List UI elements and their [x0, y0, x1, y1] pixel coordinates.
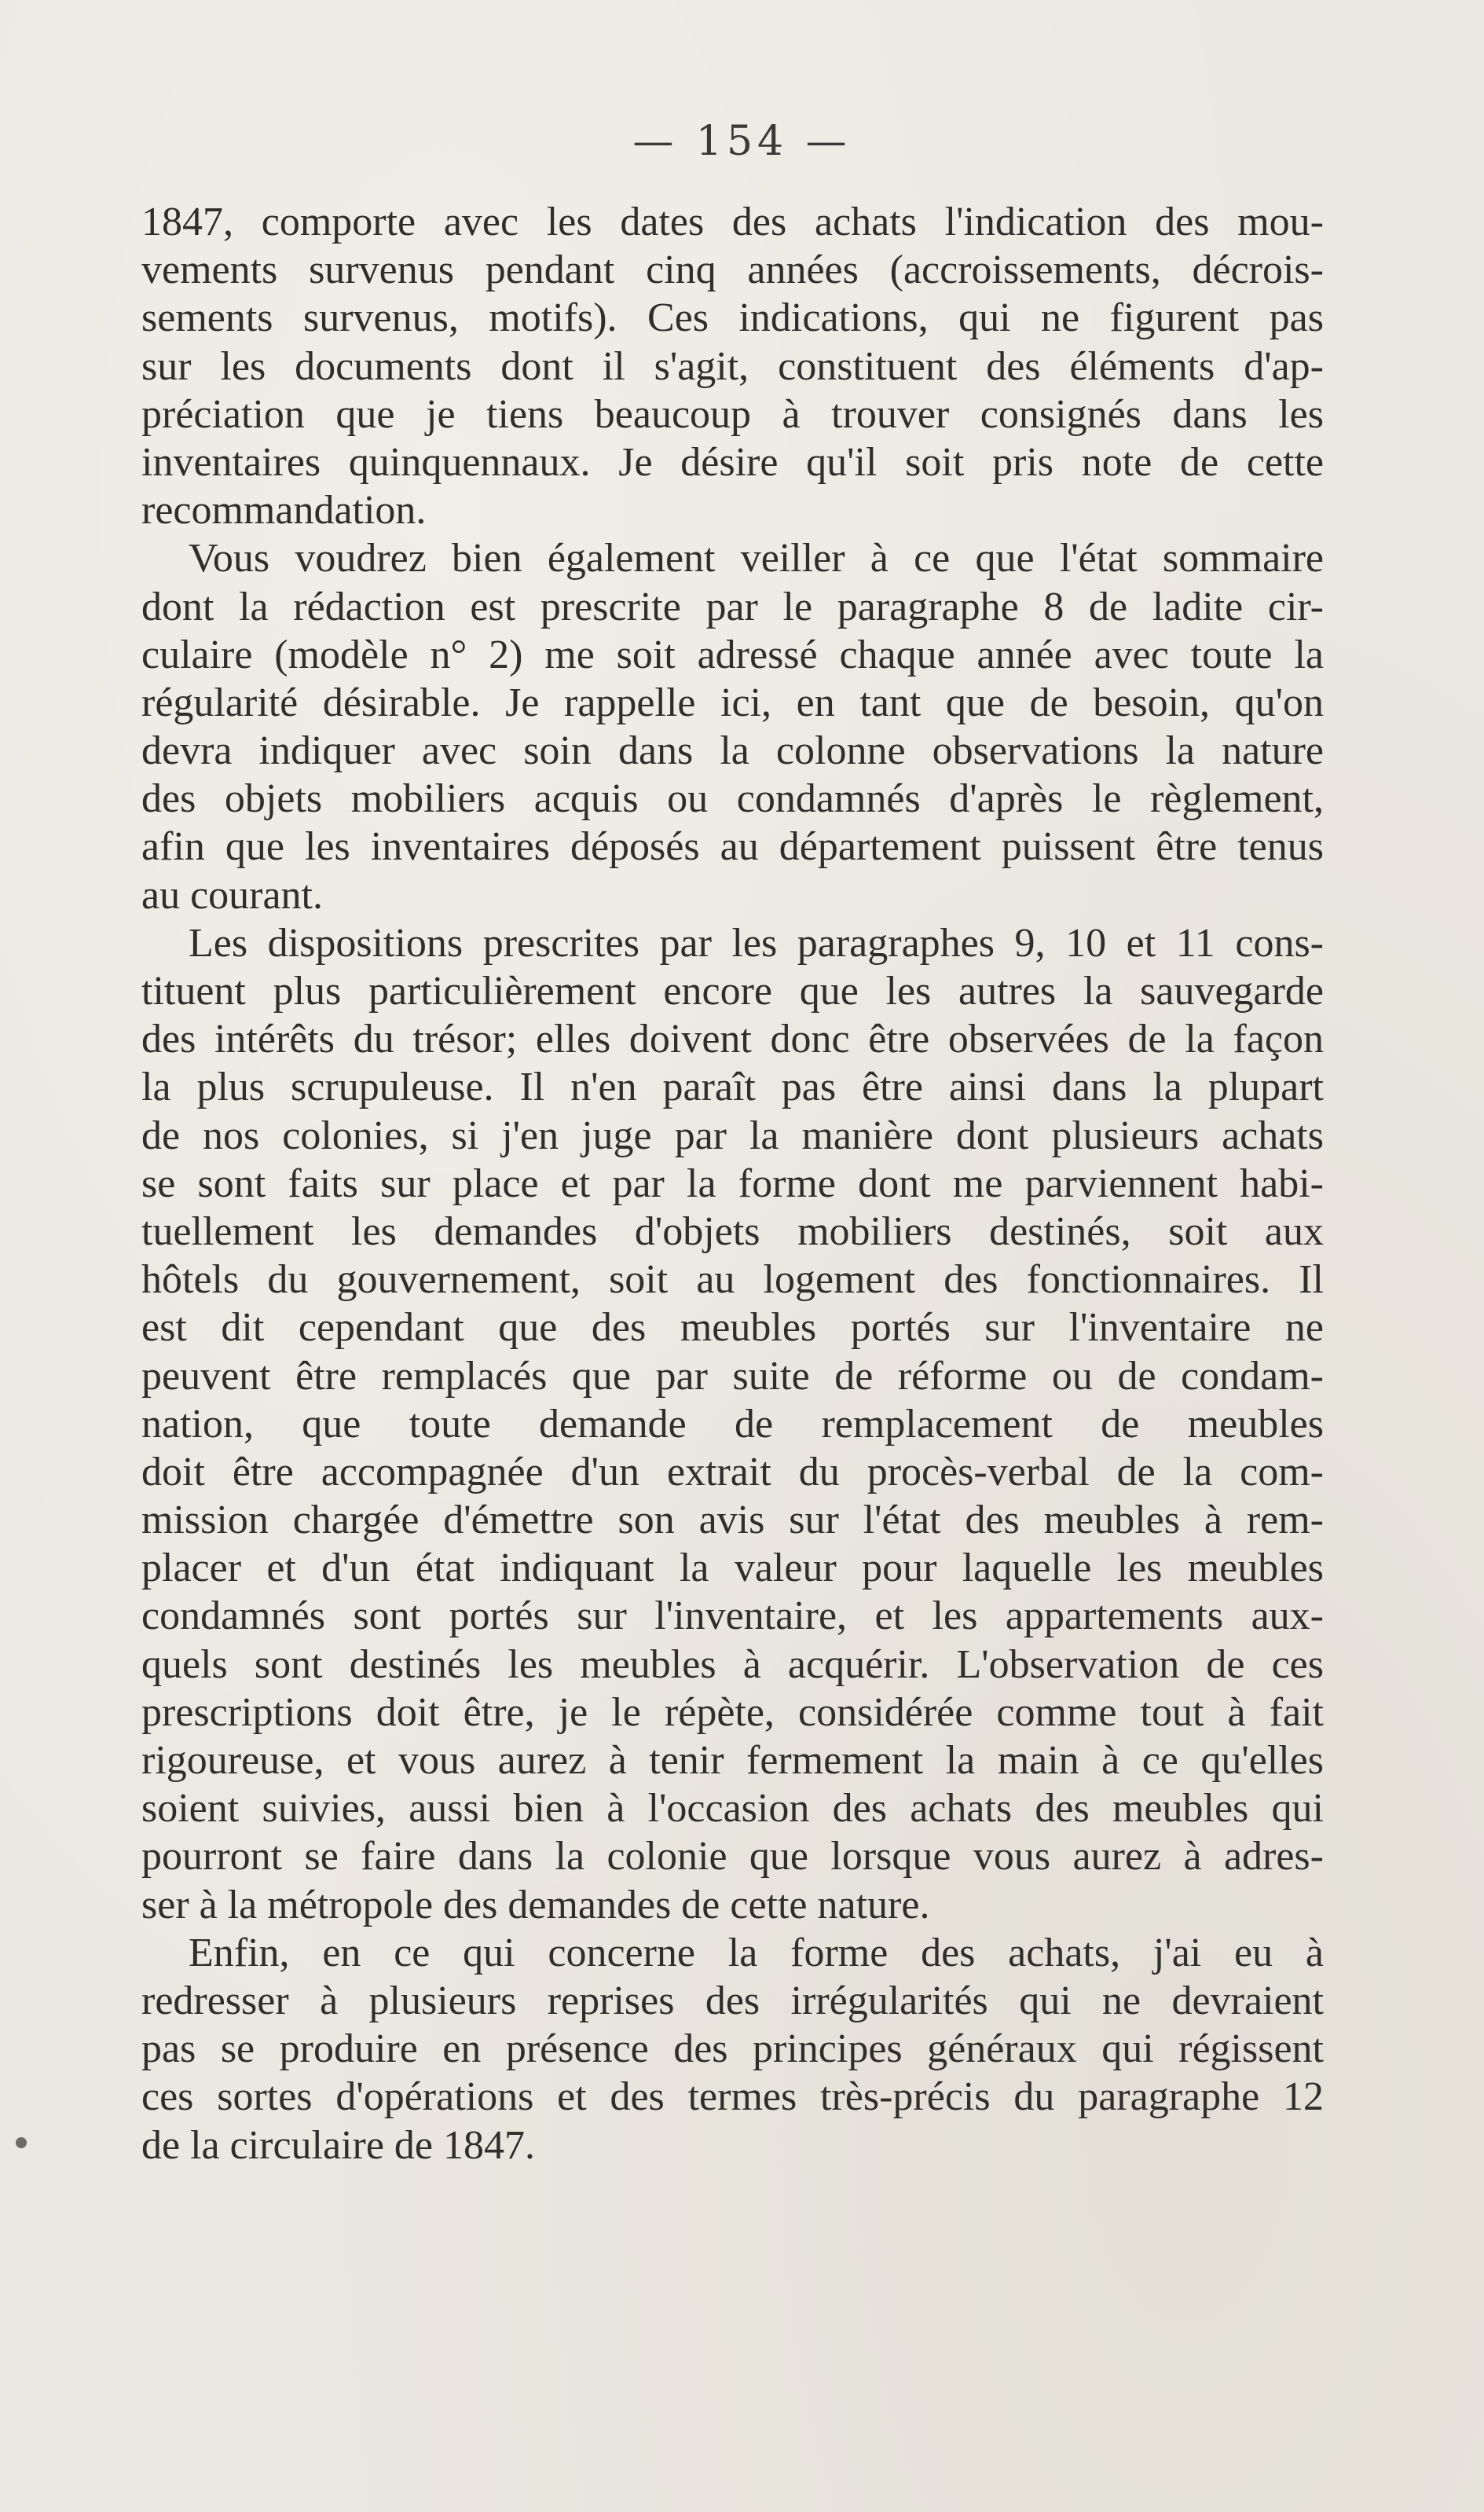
text-line: ces sortes d'opérations et des termes très-précis du paragraphe 12 — [141, 2074, 1324, 2120]
text-line: vements survenus pendant cinq années (accroissements, décrois- — [141, 248, 1324, 293]
text-line: soient suivies, aussi bien à l'occasion des achats des meubles qui — [141, 1786, 1324, 1832]
text-line: pas se produire en présence des principes généraux qui régissent — [141, 2026, 1324, 2072]
text-line: ser à la métropole des demandes de cette nature. — [141, 1882, 930, 1927]
text-line: recommandation. — [141, 488, 427, 534]
text-line: au courant. — [141, 872, 324, 918]
text-line: culaire (modèle n° 2) me soit adressé chaque année avec toute la — [141, 632, 1324, 677]
text-line: Enfin, en ce qui concerne la forme des achats, j'ai eu à — [189, 1930, 1324, 1975]
text-line: redresser à plusieurs reprises des irrégularités qui ne devraient — [141, 1978, 1324, 2023]
text-line: afin que les inventaires déposés au département puissent être tenus — [141, 824, 1324, 870]
text-line: régularité désirable. Je rappelle ici, en tant que de besoin, qu'on — [141, 680, 1324, 725]
text-line: la plus scrupuleuse. Il n'en paraît pas être ainsi dans la plupart — [141, 1065, 1324, 1110]
ink-speck — [16, 2137, 27, 2148]
text-line: se sont faits sur place et par la forme dont me parviennent habi- — [141, 1161, 1324, 1206]
paragraph — [141, 534, 1324, 919]
text-line: Vous voudrez bien également veiller à ce que l'état sommaire — [189, 536, 1324, 581]
page-number: — 154 — — [632, 118, 852, 165]
text-line: dont la rédaction est prescrite par le paragraphe 8 de ladite cir- — [141, 584, 1324, 629]
text-line: peuvent être remplacés que par suite de réforme ou de condam- — [141, 1353, 1324, 1399]
text-line: de nos colonies, si j'en juge par la manière dont plusieurs achats — [141, 1113, 1324, 1158]
text-line: mission chargée d'émettre son avis sur l'état des meubles à rem- — [141, 1498, 1324, 1543]
body-text — [141, 198, 1324, 2169]
text-line: tituent plus particulièrement encore que les autres la sauvegarde — [141, 969, 1324, 1014]
text-line: des objets mobiliers acquis ou condamnés d'après le règlement, — [141, 776, 1324, 822]
text-line: quels sont destinés les meubles à acquérir. L'observation de ces — [141, 1641, 1324, 1687]
text-line: devra indiquer avec soin dans la colonne observations la nature — [141, 728, 1324, 774]
text-line: inventaires quinquennaux. Je désire qu'il soit pris note de cette — [141, 439, 1324, 485]
text-line: placer et d'un état indiquant la valeur pour laquelle les meubles — [141, 1546, 1324, 1591]
text-line: prescriptions doit être, je le répète, considérée comme tout à fait — [141, 1689, 1324, 1735]
paragraph — [141, 1929, 1324, 2169]
text-line: sur les documents dont il s'agit, constituent des éléments d'ap- — [141, 343, 1324, 389]
text-line: Les dispositions prescrites par les paragraphes 9, 10 et 11 cons- — [189, 920, 1324, 966]
text-line: sements survenus, motifs). Ces indications, qui ne figurent pas — [141, 295, 1324, 341]
paragraph — [141, 198, 1324, 534]
paragraph — [141, 919, 1324, 1929]
text-line: 1847, comporte avec les dates des achats l'indication des mou- — [141, 200, 1324, 244]
text-line: doit être accompagnée d'un extrait du procès-verbal de la com- — [141, 1449, 1324, 1494]
text-line: nation, que toute demande de remplacement de meubles — [141, 1401, 1324, 1447]
text-line: condamnés sont portés sur l'inventaire, et les appartements aux- — [141, 1593, 1324, 1639]
text-line: est dit cependant que des meubles portés sur l'inventaire ne — [141, 1305, 1324, 1351]
text-line: hôtels du gouvernement, soit au logement des fonctionnaires. Il — [141, 1257, 1324, 1303]
text-line: pourront se faire dans la colonie que lorsque vous aurez à adres- — [141, 1834, 1324, 1879]
text-line: tuellement les demandes d'objets mobiliers destinés, soit aux — [141, 1208, 1324, 1254]
text-line: rigoureuse, et vous aurez à tenir fermement la main à ce qu'elles — [141, 1738, 1324, 1783]
text-line: des intérêts du trésor; elles doivent donc être observées de la façon — [141, 1017, 1324, 1062]
text-line: de la circulaire de 1847. — [141, 2122, 535, 2168]
text-line: préciation que je tiens beaucoup à trouver consignés dans les — [141, 391, 1324, 437]
